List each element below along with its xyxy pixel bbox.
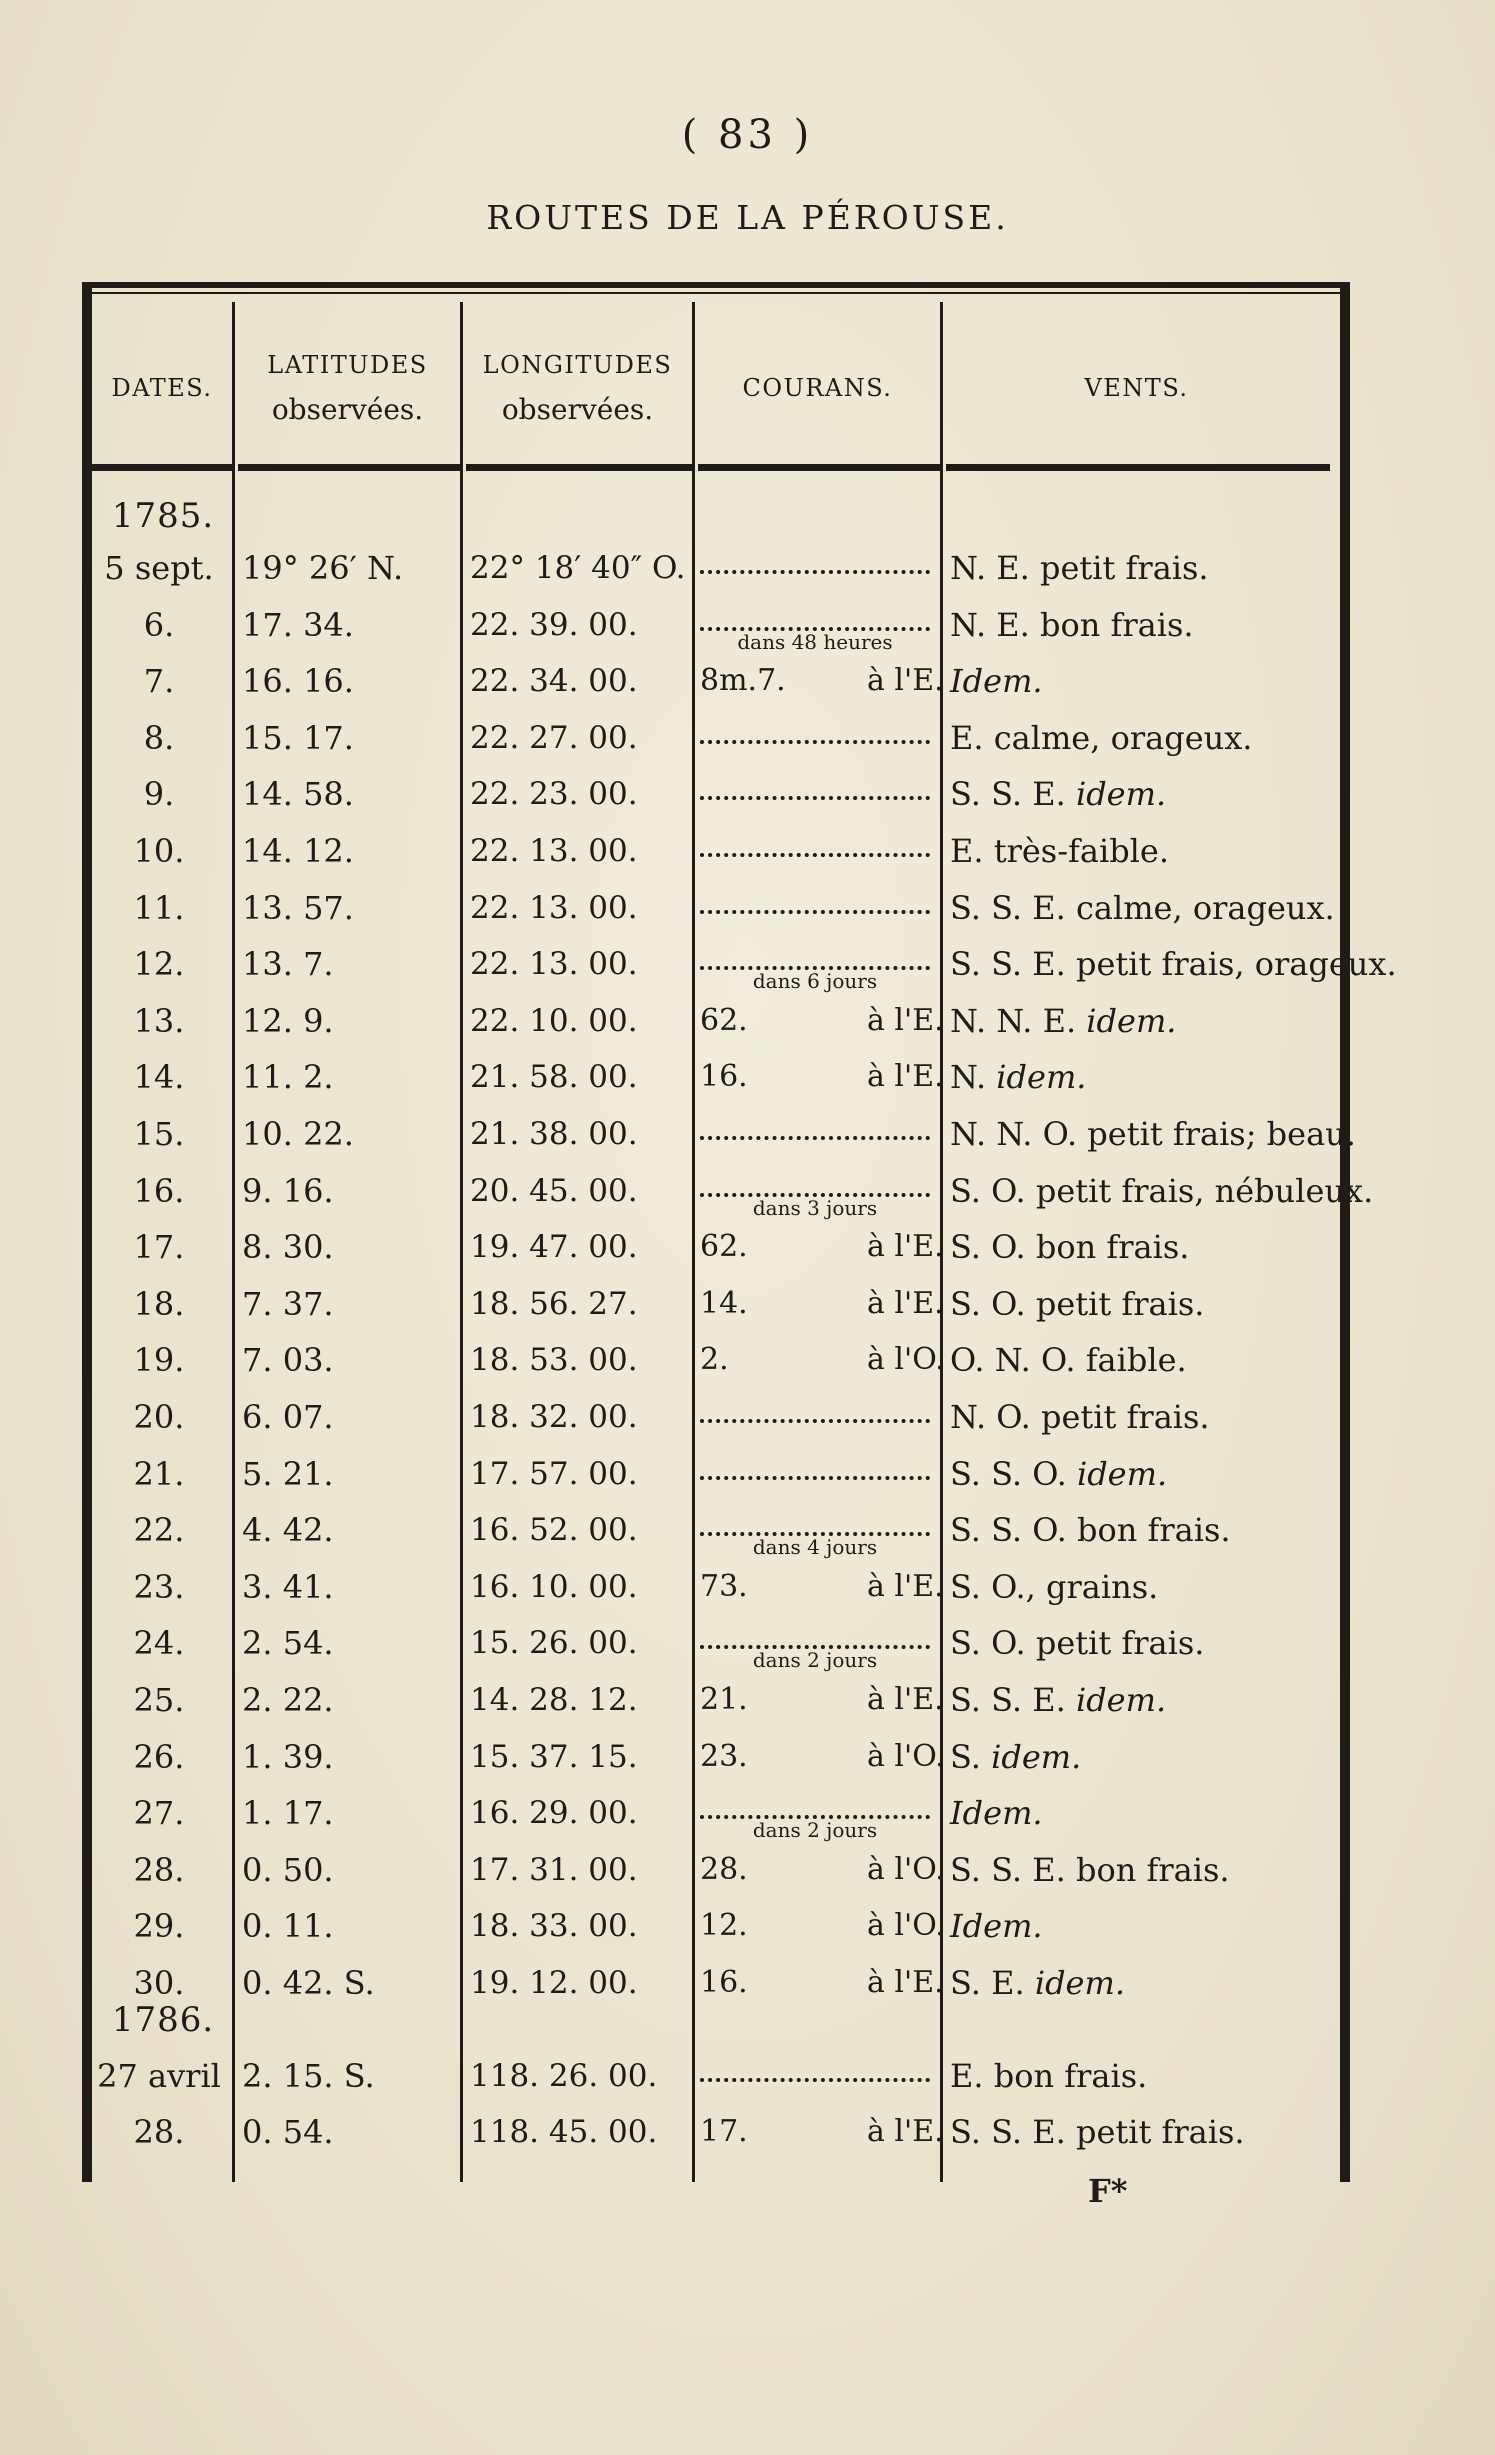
longitude-cell: 21. 58. 00. [470,1059,638,1096]
latitude-cell: 2. 54. [242,1624,334,1663]
longitude-cell: 22. 34. 00. [470,663,638,700]
longitude-cell: 22. 23. 00. [470,776,638,813]
longitude-cell: 15. 26. 00. [470,1625,638,1662]
wind-cell [950,936,1397,992]
latitude-cell: 0. 54. [242,2113,334,2151]
wind-cell [950,1672,1330,1728]
current-note: dans 2 jours [752,1648,878,1673]
wind-idem: Idem. [950,1794,1043,1833]
latitude-cell: 14. 12. [242,832,354,870]
header-longitudes [463,318,692,458]
wind-text: N. E. petit frais. [950,549,1209,587]
wind-cell [950,1615,1330,1671]
dotted-leader [700,1502,930,1536]
latitude-cell: 0. 42. S. [242,1964,375,2002]
header-courans-label: COURANS. [742,374,893,402]
latitude-cell: 11. 2. [242,1058,334,1097]
wind-cell [950,710,1330,766]
wind-cell [950,1276,1330,1332]
wind-cell [950,766,1330,822]
table-row [92,2104,1340,2160]
wind-cell [950,1389,1330,1445]
date-cell: 29. [133,1907,185,1946]
wind-text: S. O., grains. [950,1567,1159,1606]
latitude-cell: 19° 26′ N. [242,549,404,587]
wind-text: S. S. O. [950,1454,1077,1493]
wind-text: S. S. E. bon frais. [950,1850,1230,1889]
table-row [92,540,1340,596]
date-cell: 28. [133,1850,185,1889]
current-direction: à l'E. [867,1568,944,1604]
dotted-leader [700,597,930,631]
longitude-cell: 118. 45. 00. [470,2114,658,2150]
current-cell: 8m.7. [700,663,786,699]
wind-idem: idem. [1076,1454,1168,1493]
latitude-cell: 0. 50. [242,1850,334,1889]
wind-idem: idem. [991,1737,1082,1776]
longitude-cell: 17. 57. 00. [470,1455,638,1492]
latitude-cell: 1. 17. [242,1794,334,1833]
longitude-cell: 21. 38. 00. [470,1116,638,1152]
table-row [92,823,1340,879]
current-direction: à l'O. [867,1851,945,1887]
table-row [92,1559,1340,1615]
wind-text: S. S. E. calme, orageux. [950,888,1335,927]
dotted-leader [700,1389,930,1423]
wind-cell [950,1785,1330,1841]
longitude-cell: 118. 26. 00. [470,2058,658,2094]
longitude-cell: 22. 13. 00. [470,833,638,869]
wind-text: E. calme, orageux. [950,718,1253,757]
longitude-cell: 19. 47. 00. [470,1229,638,1266]
table-row [92,710,1340,766]
current-cell: 62. [700,1002,748,1038]
dotted-leader [700,1106,930,1140]
table-row [92,1049,1340,1105]
table-row [92,1163,1374,1220]
table-row [92,1219,1340,1275]
current-cell: 2. [700,1342,729,1378]
current-cell: 28. [700,1851,748,1887]
wind-text: S. S. E. petit frais, orageux. [950,945,1397,984]
current-note: dans 6 jours [752,969,878,994]
current-cell: 21. [700,1682,748,1717]
wind-cell [950,880,1335,936]
latitude-cell: 5. 21. [242,1454,334,1493]
wind-cell [950,653,1330,709]
latitude-cell: 7. 03. [242,1341,334,1380]
wind-idem: idem. [1075,1681,1167,1719]
wind-cell [950,1163,1374,1219]
longitude-cell: 18. 53. 00. [470,1342,638,1379]
table-row [92,1898,1340,1954]
current-cell: 23. [700,1738,748,1774]
current-cell: 16. [700,1965,748,2000]
current-direction: à l'E. [867,1229,944,1265]
table-row [92,1502,1340,1558]
header-vents-label: VENTS. [1084,374,1189,402]
latitude-cell: 0. 11. [242,1907,334,1946]
longitude-cell: 22. 39. 00. [470,606,638,643]
current-cell: 12. [700,1908,748,1944]
table-row [92,1106,1356,1162]
longitude-cell: 22. 13. 00. [470,946,638,983]
latitude-cell: 2. 22. [242,1681,334,1719]
date-cell: 28. [133,2113,185,2151]
date-cell: 23. [133,1567,185,1606]
wind-idem: Idem. [950,1907,1043,1946]
page-title: ROUTES DE LA PÉROUSE. [486,198,1009,237]
latitude-cell: 1. 39. [242,1737,334,1776]
date-cell: 22. [133,1511,185,1550]
wind-cell [950,2048,1330,2104]
longitude-cell: 18. 32. 00. [470,1399,638,1435]
header-rule [946,464,1330,471]
current-direction: à l'E. [867,1285,944,1321]
longitude-cell: 22. 27. 00. [470,719,638,756]
wind-idem: idem. [1075,775,1167,814]
dotted-leader [700,1615,930,1649]
header-courans [695,318,940,458]
wind-text: E. très-faible. [950,832,1170,870]
header-rule [238,464,460,471]
date-cell: 19. [133,1341,185,1380]
current-note: dans 2 jours [752,1818,878,1843]
wind-text: S. S. O. bon frais. [950,1511,1231,1550]
date-cell: 10. [133,832,185,870]
dotted-leader [700,823,930,857]
wind-cell [950,597,1330,653]
date-cell: 30. [133,1964,185,2002]
latitude-cell: 4. 42. [242,1511,334,1550]
wind-text: N. [950,1058,997,1097]
table-row [92,1615,1340,1671]
table-row [92,936,1397,994]
longitude-cell: 18. 56. 27. [470,1285,638,1322]
current-direction: à l'E. [867,1682,944,1717]
header-latitudes-sub: observées. [271,392,424,426]
longitude-cell: 14. 28. 12. [470,1682,638,1718]
longitude-cell: 20. 45. 00. [470,1172,638,1209]
wind-cell [950,1446,1330,1502]
dotted-leader [700,710,930,744]
wind-idem: idem. [996,1058,1087,1097]
wind-cell [950,1502,1330,1558]
dotted-leader [700,766,930,800]
current-direction: à l'E. [867,2114,944,2149]
wind-text: S. O. petit frais. [950,1624,1205,1663]
table-row [92,766,1340,822]
longitude-cell: 19. 12. 00. [470,1965,638,2001]
header-vents [943,318,1330,458]
dotted-leader [700,540,930,574]
wind-text: O. N. O. faible. [950,1341,1187,1380]
table-row [92,2048,1340,2104]
dotted-leader [700,1785,930,1819]
date-cell: 8. [143,718,175,757]
current-cell: 14. [700,1285,748,1321]
wind-cell [950,1106,1356,1162]
wind-text: S. S. E. [950,1681,1076,1719]
current-note: dans 48 heures [737,629,893,654]
latitude-cell: 10. 22. [242,1115,354,1153]
wind-text: S. O. bon frais. [950,1228,1190,1267]
wind-cell [950,1219,1330,1275]
table-row [92,1729,1340,1785]
header-dates-label: DATES. [111,374,213,402]
latitude-cell: 9. 16. [242,1171,334,1210]
latitude-cell: 7. 37. [242,1284,334,1323]
date-cell: 20. [133,1398,185,1436]
current-direction: à l'E. [867,1965,944,2000]
latitude-cell: 12. 9. [242,1001,334,1040]
longitude-cell: 22. 13. 00. [470,889,638,926]
current-cell: 73. [700,1568,748,1604]
date-cell: 12. [133,945,185,984]
header-longitudes-label: LONGITUDES [482,350,673,379]
wind-text: S. [950,1737,992,1776]
date-cell: 26. [133,1737,185,1776]
wind-idem: idem. [1086,1001,1177,1040]
latitude-cell: 3. 41. [242,1567,334,1606]
date-cell: 13. [133,1001,185,1040]
longitude-cell: 22° 18′ 40″ O. [470,550,686,586]
date-cell: 6. [143,605,175,644]
table-row [92,880,1340,936]
wind-text: N. N. E. [950,1001,1087,1040]
wind-cell [950,993,1330,1049]
table-row [92,597,1340,653]
wind-text: N. O. petit frais. [950,1398,1210,1436]
table-row [92,1276,1340,1332]
year-label-1786: 1786. [111,2000,215,2040]
date-cell: 27 avril [97,2057,221,2095]
wind-cell [950,1842,1330,1898]
date-cell: 24. [133,1624,185,1663]
wind-cell [950,540,1330,596]
date-cell: 27. [133,1794,185,1833]
latitude-cell: 16. 16. [242,662,354,701]
latitude-cell: 17. 34. [242,605,354,644]
table-row [92,1842,1340,1898]
current-direction: à l'O. [867,1908,945,1944]
current-direction: à l'E. [867,663,944,699]
longitude-cell: 17. 31. 00. [470,1851,638,1888]
longitude-cell: 16. 52. 00. [470,1512,638,1549]
header-rule [466,464,692,471]
latitude-cell: 13. 57. [242,888,354,927]
wind-cell [950,2104,1330,2160]
dotted-leader [700,1163,930,1197]
wind-text: N. N. O. petit frais; beau. [950,1115,1356,1153]
page-number: ( 83 ) [681,112,814,158]
wind-cell [950,1729,1330,1785]
current-cell: 17. [700,2114,748,2149]
wind-cell [950,1955,1330,2011]
wind-text: S. O. petit frais. [950,1284,1205,1323]
current-cell: 62. [700,1229,748,1265]
current-direction: à l'E. [867,1002,944,1038]
date-cell: 7. [143,662,175,701]
date-cell: 15. [133,1115,185,1153]
longitude-cell: 15. 37. 15. [470,1738,638,1775]
routes-table [82,282,1397,2182]
latitude-cell: 8. 30. [242,1228,334,1267]
wind-text: S. S. E. petit frais. [950,2113,1245,2151]
dotted-leader [700,936,930,970]
longitude-cell: 22. 10. 00. [470,1002,638,1039]
wind-cell [950,1898,1330,1954]
table-row [92,653,1340,709]
date-cell: 14. [133,1058,185,1097]
header-dates [92,318,232,458]
latitude-cell: 2. 15. S. [242,2057,375,2095]
wind-cell [950,1332,1330,1388]
signature-mark: F* [1088,2172,1128,2210]
header-rule [698,464,940,471]
wind-text: E. bon frais. [950,2057,1148,2095]
header-latitudes [235,318,460,458]
table-row [92,1955,1340,2011]
latitude-cell: 14. 58. [242,775,354,814]
current-direction: à l'O. [867,1342,945,1378]
header-latitudes-label: LATITUDES [267,350,428,379]
wind-text: S. O. petit frais, nébuleux. [950,1171,1374,1210]
table-row [92,1389,1340,1445]
table-row [92,993,1340,1049]
wind-text: N. E. bon frais. [950,605,1194,644]
date-cell: 18. [133,1284,185,1323]
date-cell: 5 sept. [104,549,214,587]
table-row [92,1785,1340,1841]
wind-text: S. S. E. [950,775,1076,814]
dotted-leader [700,1446,930,1480]
date-cell: 21. [133,1454,185,1493]
current-cell: 16. [700,1059,748,1095]
longitude-cell: 16. 10. 00. [470,1568,638,1605]
wind-idem: idem. [1034,1964,1125,2002]
longitude-cell: 16. 29. 00. [470,1795,638,1832]
latitude-cell: 15. 17. [242,718,354,757]
longitude-cell: 18. 33. 00. [470,1908,638,1945]
date-cell: 16. [133,1171,185,1210]
latitude-cell: 6. 07. [242,1398,334,1436]
date-cell: 17. [133,1228,185,1267]
wind-cell [950,1559,1330,1615]
table-row [92,1446,1340,1502]
date-cell: 25. [133,1681,185,1719]
date-cell: 11. [133,888,185,927]
wind-text: S. E. [950,1964,1035,2002]
current-direction: à l'E. [867,1059,944,1095]
current-note: dans 4 jours [752,1535,878,1560]
current-note: dans 3 jours [752,1195,878,1220]
dotted-leader [700,880,930,914]
table-row [92,1332,1340,1388]
wind-cell [950,823,1330,879]
wind-idem: Idem. [950,662,1043,701]
header-longitudes-sub: observées. [501,392,654,426]
date-cell: 9. [143,775,175,814]
wind-cell [950,1049,1330,1105]
header-rule [92,464,232,471]
latitude-cell: 13. 7. [242,945,334,984]
year-label-1785: 1785. [111,496,215,536]
current-direction: à l'O. [867,1738,945,1774]
dotted-leader [700,2048,930,2082]
table-row [92,1672,1340,1728]
